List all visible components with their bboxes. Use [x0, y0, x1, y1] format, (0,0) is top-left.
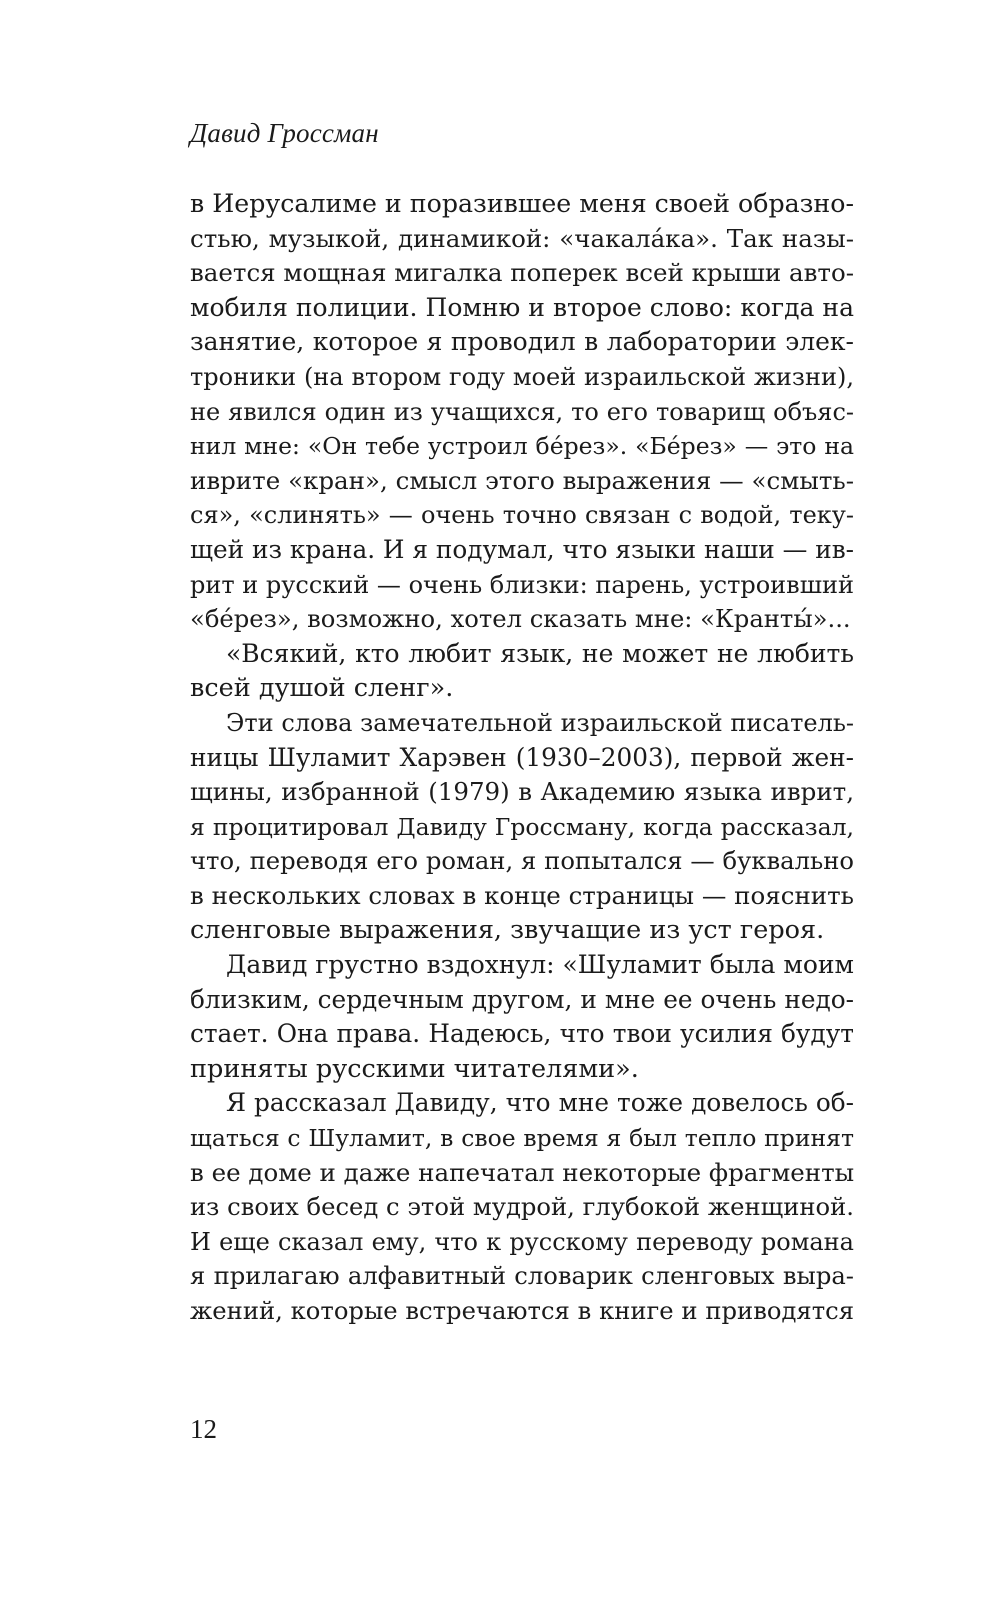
text-line: я процитировал Давиду Гроссману, когда рассказал,	[190, 812, 854, 841]
text-line: рит и русский — очень близки: парень, устроивший	[190, 570, 854, 599]
text-line: всей душой сленг».	[190, 673, 454, 704]
running-head: Давид Гроссман	[190, 118, 379, 148]
text-line: в нескольких словах в конце страницы — пояснить	[190, 880, 854, 910]
text-line: И еще сказал ему, что к русскому переводу романа	[190, 1227, 854, 1256]
page-number: 12	[190, 1414, 217, 1444]
text-line: я прилагаю алфавитный словарик сленговых выра-	[190, 1261, 854, 1291]
body-text	[190, 187, 854, 1329]
text-line: сленговые выражения, звучащие из уст героя.	[190, 915, 825, 946]
text-line: троники (на втором году моей израильской жизни),	[190, 362, 854, 391]
text-line: стает. Она права. Надеюсь, что твои усилия будут	[190, 1019, 854, 1049]
text-line: иврите «кран», смысл этого выражения — «смыть-	[190, 465, 854, 495]
text-line: щей из крана. И я подумал, что языки наши — ив-	[190, 534, 854, 564]
text-line: стью, музыкой, динамикой: «чакала́ка». Так назы-	[190, 223, 854, 253]
text-line: в ее доме и даже напечатал некоторые фрагменты	[190, 1157, 854, 1187]
text-line: близким, сердечным другом, и мне ее очень недо-	[190, 984, 854, 1014]
text-line: ся», «слинять» — очень точно связан с водой, теку-	[190, 501, 854, 530]
text-line: мобиля полиции. Помню и второе слово: когда на	[190, 292, 854, 322]
text-line: приняты русскими читателями».	[190, 1053, 639, 1084]
text-line: «Всякий, кто любит язык, не может не любить	[226, 638, 854, 668]
text-line: щаться с Шуламит, в свое время я был тепло принят	[190, 1124, 854, 1153]
text-line: Я рассказал Давиду, что мне тоже довелось об-	[226, 1088, 854, 1118]
text-line: жений, которые встречаются в книге и приводятся	[190, 1296, 854, 1325]
text-line: что, переводя его роман, я попытался — буквально	[190, 846, 854, 876]
text-line: щины, избранной (1979) в Академию языка иврит,	[190, 777, 854, 807]
text-line: «бе́рез», возможно, хотел сказать мне: «Кранты́»...	[190, 604, 851, 634]
text-line: Эти слова замечательной израильской писатель-	[226, 708, 854, 737]
text-line: вается мощная мигалка поперек всей крыши авто-	[190, 258, 854, 288]
text-line: не явился один из учащихся, то его товарищ объяс-	[190, 397, 854, 426]
text-line: в Иерусалиме и поразившее меня своей образно-	[190, 189, 854, 218]
text-line: Давид грустно вздохнул: «Шуламит была моим	[226, 950, 854, 980]
text-line: занятие, которое я проводил в лаборатории элек-	[190, 327, 854, 357]
text-line: нил мне: «Он тебе устроил бе́рез». «Бе́рез» — это на	[190, 432, 854, 461]
text-line: ницы Шуламит Харэвен (1930–2003), первой жен-	[190, 742, 854, 772]
text-line: из своих бесед с этой мудрой, глубокой женщиной.	[190, 1192, 854, 1222]
